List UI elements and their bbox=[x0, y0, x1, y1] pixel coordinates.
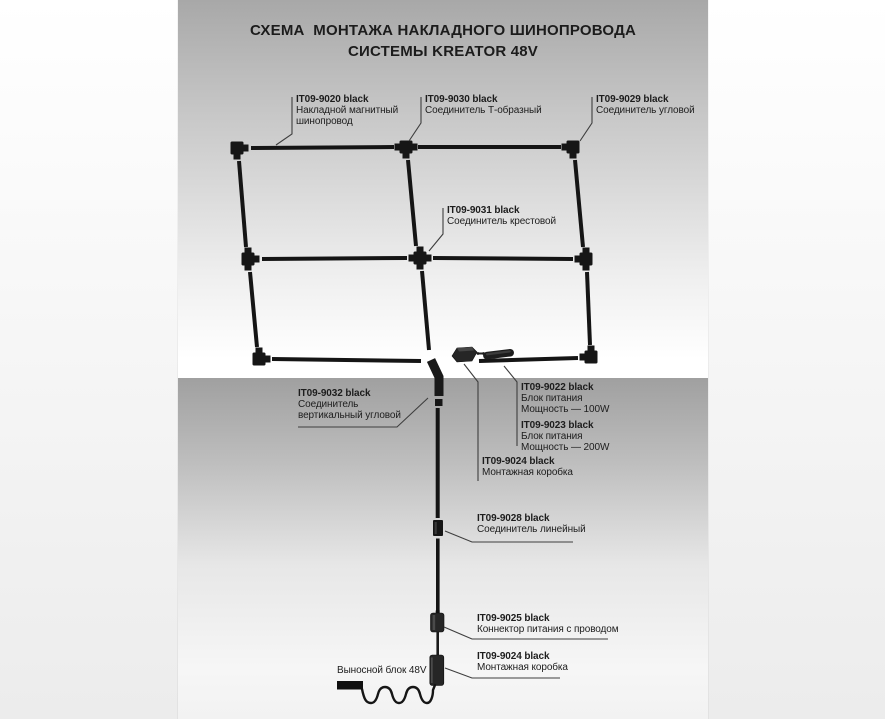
coiled-cable bbox=[362, 685, 435, 703]
part-description: Блок питания bbox=[521, 392, 583, 404]
mounting-box-device-top bbox=[452, 347, 477, 362]
part-description: Соединитель крестовой bbox=[447, 215, 556, 227]
label-vertical-corner-connector bbox=[298, 389, 401, 421]
remote-block-text: Выносной блок 48V bbox=[337, 665, 427, 676]
label-mounting-box-bottom bbox=[477, 652, 568, 674]
part-number: IT09-9029 black bbox=[596, 94, 669, 105]
linear-connector bbox=[433, 520, 443, 536]
part-description: Мощность — 100W bbox=[521, 403, 610, 415]
part-number: IT09-9028 black bbox=[477, 513, 550, 524]
label-mounting-box-top bbox=[482, 457, 573, 479]
part-number: IT09-9022 black bbox=[521, 382, 594, 393]
part-description: вертикальный угловой bbox=[298, 409, 401, 421]
t-connector-top-center bbox=[395, 141, 418, 159]
label-t-connector bbox=[425, 95, 542, 117]
corner-connector-top-left bbox=[231, 142, 249, 160]
t-connector-middle-right bbox=[575, 248, 593, 271]
vertical-track-upper bbox=[436, 408, 440, 518]
title-line-2: СИСТЕМЫ KREATOR 48V bbox=[347, 43, 539, 60]
label-cross-connector bbox=[447, 206, 556, 228]
label-linear-connector bbox=[477, 514, 586, 536]
part-description: Накладной магнитный bbox=[296, 104, 399, 116]
part-number: IT09-9032 black bbox=[298, 388, 371, 399]
title-line-1: СХЕМА МОНТАЖА НАКЛАДНОГО ШИНОПРОВОДА bbox=[249, 22, 637, 39]
label-track bbox=[296, 95, 398, 127]
part-description: Блок питания bbox=[521, 430, 583, 442]
vertical-corner-connector bbox=[431, 360, 443, 406]
part-number: IT09-9030 black bbox=[425, 94, 498, 105]
label-psu-200w bbox=[521, 421, 609, 453]
mounting-box-device-bottom bbox=[430, 655, 444, 686]
part-number: IT09-9020 black bbox=[296, 94, 369, 105]
part-description: Монтажная коробка bbox=[482, 466, 573, 478]
label-corner-connector bbox=[596, 95, 695, 117]
part-number: IT09-9024 black bbox=[482, 456, 555, 467]
part-number: IT09-9025 black bbox=[477, 613, 550, 624]
part-description: Соединитель линейный bbox=[477, 523, 586, 535]
corner-connector-top-right bbox=[562, 141, 580, 159]
label-remote-block bbox=[337, 666, 426, 677]
part-number: IT09-9023 black bbox=[521, 420, 594, 431]
part-description: Монтажная коробка bbox=[477, 661, 568, 673]
part-description: Мощность — 200W bbox=[521, 441, 610, 453]
part-description: Соединитель Т-образный bbox=[425, 104, 542, 116]
part-description: Соединитель bbox=[298, 398, 359, 410]
part-number: IT09-9024 black bbox=[477, 651, 550, 662]
remote-block-device bbox=[337, 681, 363, 690]
part-description: шинопровод bbox=[296, 115, 353, 127]
label-power-connector bbox=[477, 614, 619, 636]
vertical-track-lower bbox=[436, 539, 440, 612]
part-description: Соединитель угловой bbox=[596, 104, 695, 116]
corner-connector-bottom-right bbox=[580, 346, 598, 364]
part-description: Коннектор питания с проводом bbox=[477, 623, 619, 635]
part-number: IT09-9031 black bbox=[447, 205, 520, 216]
cross-connector bbox=[409, 247, 432, 270]
t-connector-middle-left bbox=[242, 248, 260, 271]
power-connector-device bbox=[431, 611, 445, 633]
corner-connector-bottom-left bbox=[253, 348, 271, 366]
label-psu-100w bbox=[521, 383, 609, 415]
